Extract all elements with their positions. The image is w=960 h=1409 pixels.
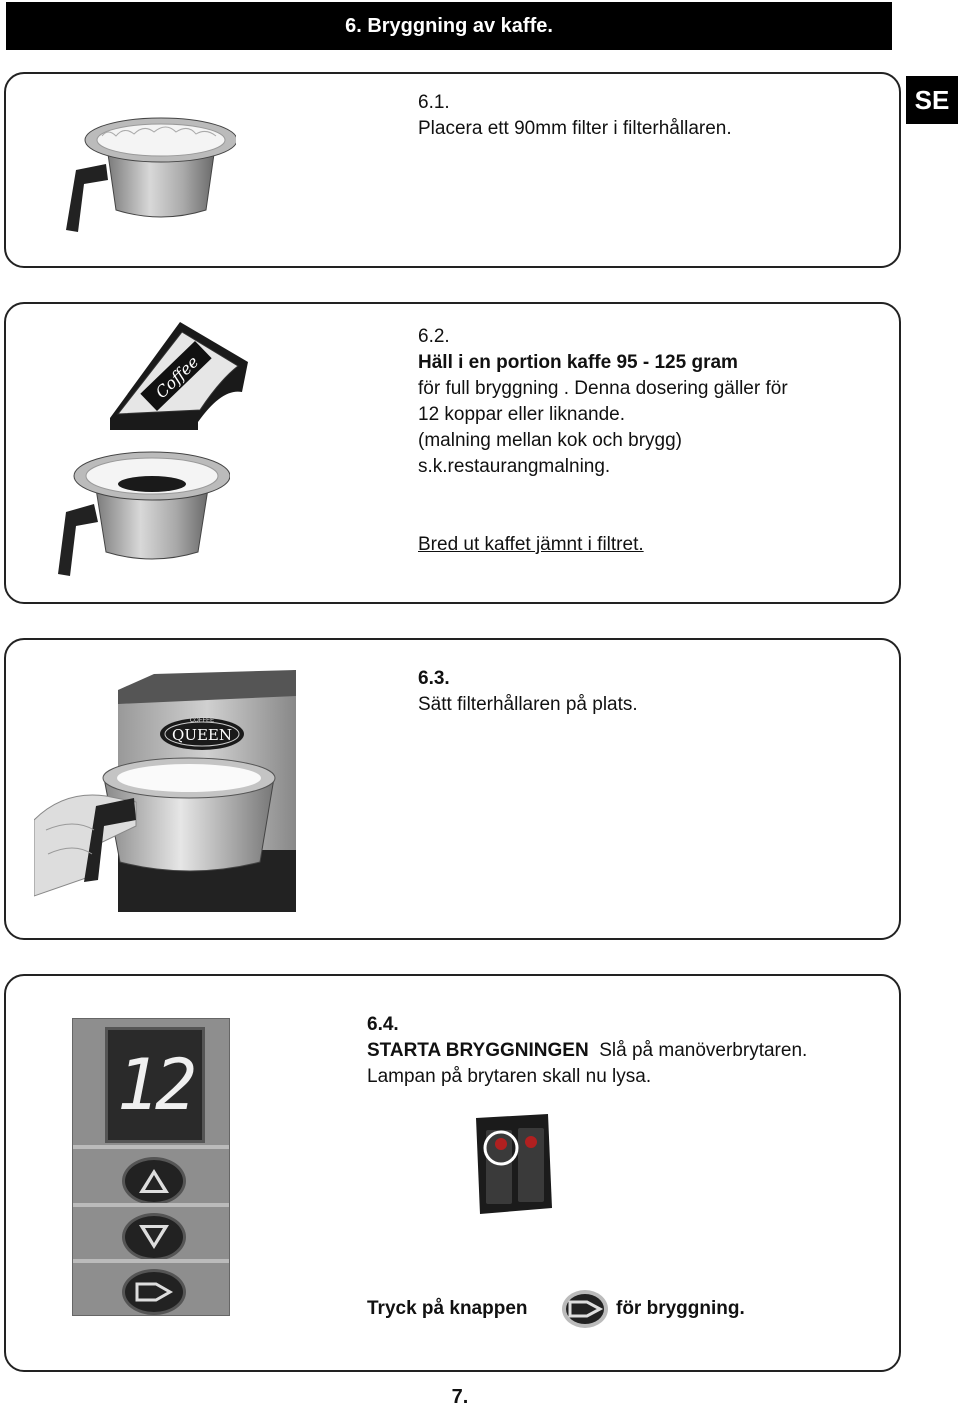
start-button-icon [560,1288,610,1330]
step-line-2: 12 koppar eller liknande. [418,404,626,425]
step-line-4: s.k.restaurangmalning. [418,456,611,477]
step-line-2: Lampan på brytaren skall nu lysa. [367,1066,652,1087]
step-instruction [367,1038,807,1064]
step-text: Placera ett 90mm filter i filterhållaren. [418,118,732,139]
step-title-text: Häll i en portion kaffe 95 - 125 gram [418,352,738,373]
start-button[interactable] [122,1269,186,1315]
filter-holder-with-coffee-image [50,440,230,580]
step-panel-6-2 [4,302,901,604]
digital-display [105,1027,205,1143]
language-tab [906,76,958,124]
package-label: Coffee [151,352,203,403]
step-number: 6.4. [367,1014,399,1035]
press-before-text: Tryck på knappen [367,1298,528,1319]
header-title: 6. Bryggning av kaffe. [345,14,553,37]
control-panel-image [72,1018,230,1316]
step-line-1: för full bryggning . Denna dosering gäller för [418,378,788,399]
step-text: Sätt filterhållaren på plats. [418,694,638,715]
step-number: 6.2. [418,326,450,347]
brand-top: COFFEE [189,718,215,724]
step-panel-6-1 [4,72,901,268]
step-number: 6.1. [418,92,450,113]
brand-name: QUEEN [172,726,232,744]
down-button[interactable] [122,1213,186,1261]
step-panel-6-3 [4,638,901,940]
coffee-package-image [102,322,252,432]
filter-holder-image [56,100,236,240]
down-arrow-icon [136,1222,172,1252]
coffee-machine-image [34,670,296,912]
display-value: 12 [116,1044,194,1126]
up-arrow-icon [136,1166,172,1196]
step-line-3: (malning mellan kok och brygg) [418,430,683,451]
press-after-text: för bryggning. [616,1298,745,1319]
step-title: STARTA BRYGGNINGEN [367,1040,589,1061]
step-panel-6-4 [4,974,901,1372]
power-switch-image [472,1112,556,1216]
page-number: 7. [451,1386,469,1408]
up-button[interactable] [122,1157,186,1205]
language-label: SE [914,84,950,115]
step-text-rest: Slå på manöverbrytaren. [599,1040,808,1061]
page-header [6,2,892,50]
step-title [418,350,738,376]
start-arrow-icon [134,1280,174,1304]
step-note: Bred ut kaffet jämnt i filtret. [418,534,644,555]
step-number: 6.3. [418,668,450,689]
